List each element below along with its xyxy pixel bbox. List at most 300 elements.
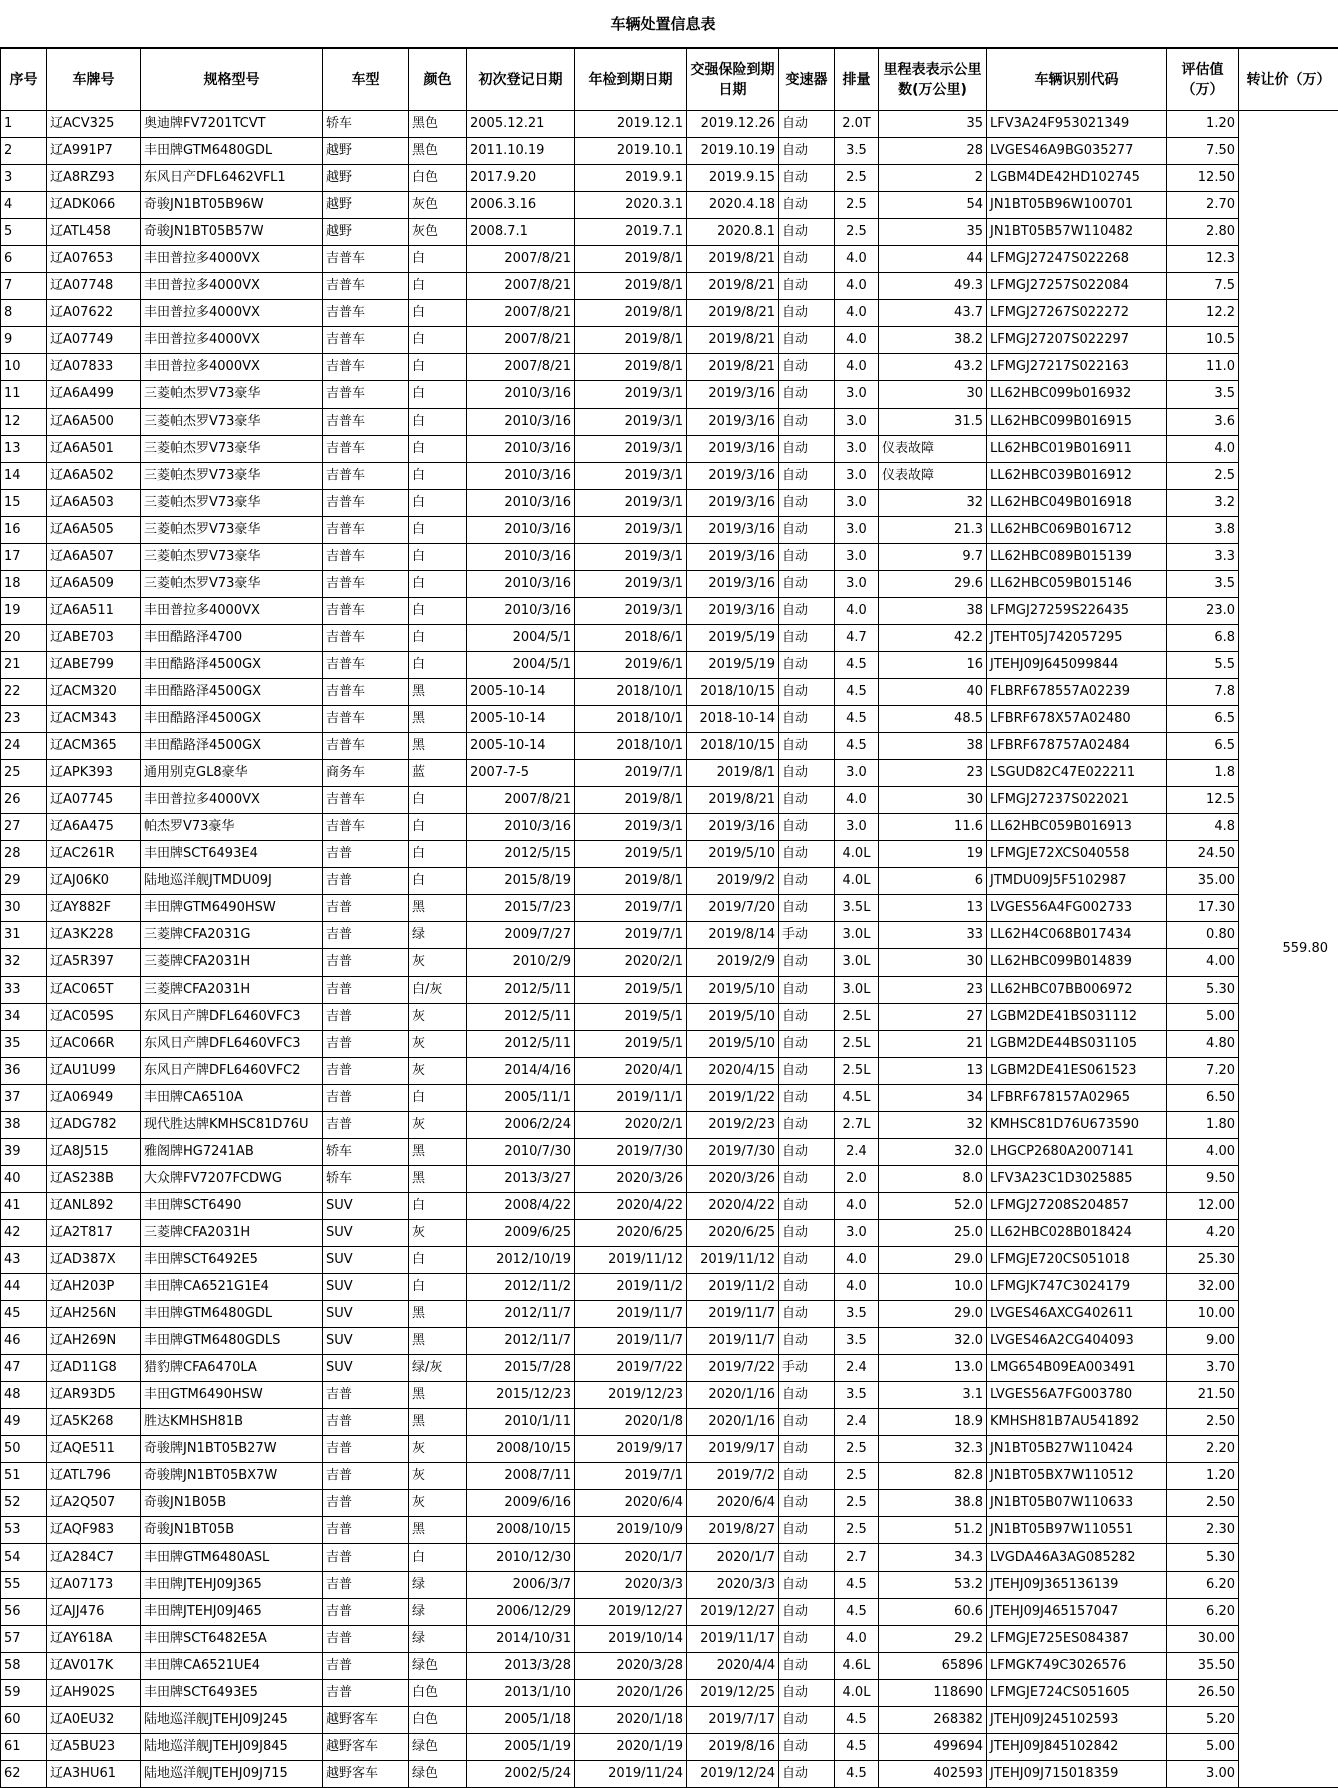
cell-transmission[interactable]: 自动: [779, 1409, 835, 1436]
cell-plate[interactable]: 辽A6A507: [47, 543, 141, 570]
cell-mileage[interactable]: 38: [879, 733, 987, 760]
cell-inspection-due[interactable]: 2020/4/22: [575, 1192, 687, 1219]
cell-inspection-due[interactable]: 2020.3.1: [575, 192, 687, 219]
cell-type[interactable]: 吉普车: [323, 300, 409, 327]
cell-valuation[interactable]: 5.00: [1167, 1733, 1239, 1760]
cell-insurance-due[interactable]: 2019/3/16: [687, 597, 779, 624]
cell-mileage[interactable]: 29.0: [879, 1246, 987, 1273]
cell-displacement[interactable]: 4.5: [835, 1571, 879, 1598]
cell-displacement[interactable]: 3.0: [835, 408, 879, 435]
cell-insurance-due[interactable]: 2019/3/16: [687, 408, 779, 435]
cell-transmission[interactable]: 自动: [779, 1382, 835, 1409]
cell-color[interactable]: 灰: [409, 949, 467, 976]
cell-index[interactable]: 17: [1, 543, 47, 570]
cell-mileage[interactable]: 38.2: [879, 327, 987, 354]
cell-displacement[interactable]: 4.0: [835, 787, 879, 814]
cell-transmission[interactable]: 自动: [779, 1544, 835, 1571]
cell-insurance-due[interactable]: 2019/3/16: [687, 435, 779, 462]
cell-model[interactable]: 三菱帕杰罗V73豪华: [141, 408, 323, 435]
cell-mileage[interactable]: 19: [879, 841, 987, 868]
cell-mileage[interactable]: 32: [879, 1111, 987, 1138]
cell-displacement[interactable]: 2.0: [835, 1165, 879, 1192]
cell-displacement[interactable]: 2.5L: [835, 1057, 879, 1084]
cell-color[interactable]: 白: [409, 489, 467, 516]
cell-first-registration[interactable]: 2008/7/11: [467, 1463, 575, 1490]
cell-plate[interactable]: 辽A07173: [47, 1571, 141, 1598]
cell-inspection-due[interactable]: 2020/1/18: [575, 1706, 687, 1733]
cell-vin[interactable]: JTEHJ09J465157047: [987, 1598, 1167, 1625]
cell-inspection-due[interactable]: 2019/5/1: [575, 976, 687, 1003]
cell-transmission[interactable]: 自动: [779, 219, 835, 246]
cell-valuation[interactable]: 7.50: [1167, 138, 1239, 165]
cell-index[interactable]: 32: [1, 949, 47, 976]
cell-first-registration[interactable]: 2008.7.1: [467, 219, 575, 246]
cell-inspection-due[interactable]: 2019/7/1: [575, 1463, 687, 1490]
cell-insurance-due[interactable]: 2019/8/21: [687, 300, 779, 327]
cell-color[interactable]: 白: [409, 408, 467, 435]
cell-color[interactable]: 白: [409, 1544, 467, 1571]
cell-model[interactable]: 丰田牌GTM6480ASL: [141, 1544, 323, 1571]
cell-valuation[interactable]: 6.8: [1167, 624, 1239, 651]
cell-transmission[interactable]: 自动: [779, 1165, 835, 1192]
cell-plate[interactable]: 辽A07833: [47, 354, 141, 381]
cell-valuation[interactable]: 3.70: [1167, 1355, 1239, 1382]
cell-transmission[interactable]: 自动: [779, 435, 835, 462]
cell-color[interactable]: 灰: [409, 1219, 467, 1246]
cell-inspection-due[interactable]: 2020/6/4: [575, 1490, 687, 1517]
cell-model[interactable]: 三菱牌CFA2031H: [141, 1219, 323, 1246]
cell-inspection-due[interactable]: 2019.10.1: [575, 138, 687, 165]
cell-index[interactable]: 21: [1, 651, 47, 678]
cell-plate[interactable]: 辽AV017K: [47, 1652, 141, 1679]
cell-model[interactable]: 丰田酷路泽4500GX: [141, 706, 323, 733]
cell-valuation[interactable]: 4.80: [1167, 1030, 1239, 1057]
cell-vin[interactable]: LFMGJ27257S022084: [987, 273, 1167, 300]
cell-plate[interactable]: 辽A2T817: [47, 1219, 141, 1246]
cell-mileage[interactable]: 38.8: [879, 1490, 987, 1517]
cell-index[interactable]: 34: [1, 1003, 47, 1030]
cell-first-registration[interactable]: 2014/4/16: [467, 1057, 575, 1084]
cell-inspection-due[interactable]: 2019/10/14: [575, 1625, 687, 1652]
cell-first-registration[interactable]: 2007/8/21: [467, 246, 575, 273]
cell-index[interactable]: 31: [1, 922, 47, 949]
cell-plate[interactable]: 辽AY618A: [47, 1625, 141, 1652]
cell-insurance-due[interactable]: 2019/12/25: [687, 1679, 779, 1706]
cell-inspection-due[interactable]: 2019/3/1: [575, 570, 687, 597]
cell-valuation[interactable]: 9.00: [1167, 1328, 1239, 1355]
cell-first-registration[interactable]: 2004/5/1: [467, 651, 575, 678]
cell-model[interactable]: 奇骏牌JN1BT05B27W: [141, 1436, 323, 1463]
cell-vin[interactable]: LFBRF678757A02484: [987, 733, 1167, 760]
cell-plate[interactable]: 辽A0EU32: [47, 1706, 141, 1733]
cell-valuation[interactable]: 6.5: [1167, 733, 1239, 760]
cell-type[interactable]: 吉普车: [323, 543, 409, 570]
cell-color[interactable]: 绿色: [409, 1652, 467, 1679]
cell-model[interactable]: 丰田牌GTM6480GDL: [141, 1301, 323, 1328]
cell-vin[interactable]: LVGES56A7FG003780: [987, 1382, 1167, 1409]
cell-insurance-due[interactable]: 2018/10/15: [687, 678, 779, 705]
cell-color[interactable]: 灰: [409, 1436, 467, 1463]
cell-transmission[interactable]: 自动: [779, 1733, 835, 1760]
cell-model[interactable]: 胜达KMHSH81B: [141, 1409, 323, 1436]
cell-plate[interactable]: 辽A6A503: [47, 489, 141, 516]
cell-color[interactable]: 黑: [409, 706, 467, 733]
cell-displacement[interactable]: 3.0: [835, 760, 879, 787]
cell-first-registration[interactable]: 2010/7/30: [467, 1138, 575, 1165]
cell-valuation[interactable]: 23.0: [1167, 597, 1239, 624]
cell-color[interactable]: 绿: [409, 1625, 467, 1652]
cell-insurance-due[interactable]: 2019.12.26: [687, 111, 779, 138]
cell-index[interactable]: 48: [1, 1382, 47, 1409]
cell-model[interactable]: 三菱帕杰罗V73豪华: [141, 381, 323, 408]
cell-first-registration[interactable]: 2008/10/15: [467, 1517, 575, 1544]
cell-first-registration[interactable]: 2010/3/16: [467, 381, 575, 408]
cell-displacement[interactable]: 4.0: [835, 1625, 879, 1652]
cell-mileage[interactable]: 3.1: [879, 1382, 987, 1409]
cell-mileage[interactable]: 11.6: [879, 814, 987, 841]
cell-first-registration[interactable]: 2011.10.19: [467, 138, 575, 165]
cell-type[interactable]: 吉普车: [323, 733, 409, 760]
cell-color[interactable]: 黑: [409, 1165, 467, 1192]
cell-vin[interactable]: LFMGJ27217S022163: [987, 354, 1167, 381]
cell-type[interactable]: 越野客车: [323, 1760, 409, 1787]
cell-first-registration[interactable]: 2005.12.21: [467, 111, 575, 138]
cell-index[interactable]: 2: [1, 138, 47, 165]
cell-vin[interactable]: LSGUD82C47E022211: [987, 760, 1167, 787]
cell-vin[interactable]: LFBRF678X57A02480: [987, 706, 1167, 733]
cell-index[interactable]: 47: [1, 1355, 47, 1382]
cell-displacement[interactable]: 4.0: [835, 273, 879, 300]
cell-plate[interactable]: 辽A8RZ93: [47, 165, 141, 192]
cell-model[interactable]: 丰田牌SCT6493E5: [141, 1679, 323, 1706]
cell-color[interactable]: 白: [409, 246, 467, 273]
cell-valuation[interactable]: 30.00: [1167, 1625, 1239, 1652]
cell-valuation[interactable]: 12.00: [1167, 1192, 1239, 1219]
cell-transmission[interactable]: 自动: [779, 597, 835, 624]
cell-mileage[interactable]: 21.3: [879, 516, 987, 543]
cell-vin[interactable]: LGBM2DE44BS031105: [987, 1030, 1167, 1057]
cell-first-registration[interactable]: 2002/5/24: [467, 1760, 575, 1787]
cell-color[interactable]: 白色: [409, 1679, 467, 1706]
cell-model[interactable]: 奇骏JN1BT05B57W: [141, 219, 323, 246]
cell-plate[interactable]: 辽A07749: [47, 327, 141, 354]
cell-first-registration[interactable]: 2006/12/29: [467, 1598, 575, 1625]
cell-plate[interactable]: 辽A6A475: [47, 814, 141, 841]
cell-transmission[interactable]: 自动: [779, 1760, 835, 1787]
cell-first-registration[interactable]: 2007/8/21: [467, 354, 575, 381]
cell-plate[interactable]: 辽ACV325: [47, 111, 141, 138]
cell-color[interactable]: 黑色: [409, 111, 467, 138]
cell-mileage[interactable]: 13: [879, 1057, 987, 1084]
cell-valuation[interactable]: 12.2: [1167, 300, 1239, 327]
cell-type[interactable]: 商务车: [323, 760, 409, 787]
cell-first-registration[interactable]: 2014/10/31: [467, 1625, 575, 1652]
cell-mileage[interactable]: 51.2: [879, 1517, 987, 1544]
cell-model[interactable]: 丰田普拉多4000VX: [141, 246, 323, 273]
cell-mileage[interactable]: 34.3: [879, 1544, 987, 1571]
cell-insurance-due[interactable]: 2019/2/9: [687, 949, 779, 976]
cell-mileage[interactable]: 38: [879, 597, 987, 624]
cell-first-registration[interactable]: 2006/2/24: [467, 1111, 575, 1138]
cell-valuation[interactable]: 2.20: [1167, 1436, 1239, 1463]
cell-type[interactable]: 吉普: [323, 1409, 409, 1436]
cell-index[interactable]: 35: [1, 1030, 47, 1057]
cell-plate[interactable]: 辽APK393: [47, 760, 141, 787]
cell-first-registration[interactable]: 2015/7/28: [467, 1355, 575, 1382]
cell-inspection-due[interactable]: 2019/10/9: [575, 1517, 687, 1544]
cell-valuation[interactable]: 2.50: [1167, 1409, 1239, 1436]
cell-color[interactable]: 白: [409, 1084, 467, 1111]
cell-color[interactable]: 绿色: [409, 1760, 467, 1787]
cell-valuation[interactable]: 5.30: [1167, 1544, 1239, 1571]
cell-valuation[interactable]: 25.30: [1167, 1246, 1239, 1273]
cell-type[interactable]: SUV: [323, 1355, 409, 1382]
cell-insurance-due[interactable]: 2018/10/15: [687, 733, 779, 760]
cell-transmission[interactable]: 自动: [779, 1219, 835, 1246]
col-header-type[interactable]: 车型: [323, 49, 409, 111]
cell-index[interactable]: 18: [1, 570, 47, 597]
cell-model[interactable]: 猎豹牌CFA6470LA: [141, 1355, 323, 1382]
cell-displacement[interactable]: 4.7: [835, 624, 879, 651]
cell-type[interactable]: 吉普: [323, 1057, 409, 1084]
cell-plate[interactable]: 辽A6A511: [47, 597, 141, 624]
cell-transmission[interactable]: 自动: [779, 327, 835, 354]
cell-mileage[interactable]: 268382: [879, 1706, 987, 1733]
cell-insurance-due[interactable]: 2019/3/16: [687, 489, 779, 516]
col-header-color[interactable]: 颜色: [409, 49, 467, 111]
cell-transmission[interactable]: 自动: [779, 706, 835, 733]
cell-type[interactable]: 吉普车: [323, 381, 409, 408]
cell-mileage[interactable]: 43.2: [879, 354, 987, 381]
cell-displacement[interactable]: 2.7L: [835, 1111, 879, 1138]
cell-index[interactable]: 54: [1, 1544, 47, 1571]
cell-model[interactable]: 丰田牌JTEHJ09J465: [141, 1598, 323, 1625]
cell-displacement[interactable]: 2.5: [835, 1517, 879, 1544]
cell-index[interactable]: 4: [1, 192, 47, 219]
cell-mileage[interactable]: 499694: [879, 1733, 987, 1760]
cell-plate[interactable]: 辽ACM320: [47, 678, 141, 705]
cell-first-registration[interactable]: 2005-10-14: [467, 706, 575, 733]
cell-mileage[interactable]: 30: [879, 949, 987, 976]
cell-inspection-due[interactable]: 2019/3/1: [575, 381, 687, 408]
cell-vin[interactable]: LVGES46A9BG035277: [987, 138, 1167, 165]
cell-plate[interactable]: 辽A6A505: [47, 516, 141, 543]
cell-type[interactable]: 吉普车: [323, 651, 409, 678]
cell-type[interactable]: 吉普: [323, 1084, 409, 1111]
cell-model[interactable]: 三菱帕杰罗V73豪华: [141, 435, 323, 462]
cell-index[interactable]: 45: [1, 1301, 47, 1328]
cell-vin[interactable]: LFBRF678157A02965: [987, 1084, 1167, 1111]
cell-inspection-due[interactable]: 2019/8/1: [575, 868, 687, 895]
col-header-transmission[interactable]: 变速器: [779, 49, 835, 111]
cell-insurance-due[interactable]: 2019/11/12: [687, 1246, 779, 1273]
cell-plate[interactable]: 辽AQF983: [47, 1517, 141, 1544]
cell-vin[interactable]: LFMGJ27237S022021: [987, 787, 1167, 814]
cell-inspection-due[interactable]: 2019/3/1: [575, 408, 687, 435]
cell-vin[interactable]: LL62HBC059B016913: [987, 814, 1167, 841]
cell-model[interactable]: 丰田普拉多4000VX: [141, 327, 323, 354]
cell-type[interactable]: 吉普车: [323, 706, 409, 733]
cell-inspection-due[interactable]: 2019/8/1: [575, 327, 687, 354]
cell-transmission[interactable]: 自动: [779, 381, 835, 408]
cell-type[interactable]: 吉普车: [323, 597, 409, 624]
cell-index[interactable]: 22: [1, 678, 47, 705]
cell-valuation[interactable]: 6.20: [1167, 1598, 1239, 1625]
cell-color[interactable]: 黑: [409, 1328, 467, 1355]
cell-mileage[interactable]: 52.0: [879, 1192, 987, 1219]
cell-transmission[interactable]: 自动: [779, 733, 835, 760]
cell-mileage[interactable]: 32.3: [879, 1436, 987, 1463]
cell-plate[interactable]: 辽AH256N: [47, 1301, 141, 1328]
cell-mileage[interactable]: 仪表故障: [879, 462, 987, 489]
cell-first-registration[interactable]: 2010/3/16: [467, 597, 575, 624]
cell-valuation[interactable]: 24.50: [1167, 841, 1239, 868]
cell-first-registration[interactable]: 2007/8/21: [467, 273, 575, 300]
cell-vin[interactable]: LL62HBC049B016918: [987, 489, 1167, 516]
cell-type[interactable]: 吉普车: [323, 624, 409, 651]
cell-vin[interactable]: LL62HBC099b016932: [987, 381, 1167, 408]
cell-plate[interactable]: 辽AH203P: [47, 1274, 141, 1301]
cell-first-registration[interactable]: 2010/3/16: [467, 489, 575, 516]
cell-vin[interactable]: JN1BT05B07W110633: [987, 1490, 1167, 1517]
cell-insurance-due[interactable]: 2020/1/16: [687, 1409, 779, 1436]
cell-color[interactable]: 绿: [409, 1571, 467, 1598]
cell-plate[interactable]: 辽A6A502: [47, 462, 141, 489]
cell-model[interactable]: 通用别克GL8豪华: [141, 760, 323, 787]
cell-index[interactable]: 51: [1, 1463, 47, 1490]
cell-type[interactable]: 吉普车: [323, 678, 409, 705]
cell-first-registration[interactable]: 2007/8/21: [467, 300, 575, 327]
cell-type[interactable]: 吉普: [323, 1517, 409, 1544]
cell-type[interactable]: SUV: [323, 1328, 409, 1355]
cell-color[interactable]: 灰: [409, 1463, 467, 1490]
cell-inspection-due[interactable]: 2019/3/1: [575, 516, 687, 543]
cell-type[interactable]: 吉普: [323, 1571, 409, 1598]
cell-displacement[interactable]: 4.0L: [835, 841, 879, 868]
cell-valuation[interactable]: 32.00: [1167, 1274, 1239, 1301]
cell-first-registration[interactable]: 2009/7/27: [467, 922, 575, 949]
cell-vin[interactable]: LVGES56A4FG002733: [987, 895, 1167, 922]
cell-index[interactable]: 12: [1, 408, 47, 435]
cell-vin[interactable]: LFMGJ27259S226435: [987, 597, 1167, 624]
cell-plate[interactable]: 辽ADK066: [47, 192, 141, 219]
cell-index[interactable]: 39: [1, 1138, 47, 1165]
cell-mileage[interactable]: 40: [879, 678, 987, 705]
cell-insurance-due[interactable]: 2019/9/17: [687, 1436, 779, 1463]
cell-plate[interactable]: 辽A06949: [47, 1084, 141, 1111]
cell-first-registration[interactable]: 2017.9.20: [467, 165, 575, 192]
cell-type[interactable]: 轿车: [323, 1165, 409, 1192]
cell-plate[interactable]: 辽AC065T: [47, 976, 141, 1003]
cell-vin[interactable]: JN1BT05B57W110482: [987, 219, 1167, 246]
cell-inspection-due[interactable]: 2019/11/12: [575, 1246, 687, 1273]
cell-insurance-due[interactable]: 2019/8/21: [687, 787, 779, 814]
cell-inspection-due[interactable]: 2019/7/1: [575, 760, 687, 787]
cell-first-registration[interactable]: 2013/3/27: [467, 1165, 575, 1192]
cell-index[interactable]: 10: [1, 354, 47, 381]
cell-insurance-due[interactable]: 2019/7/2: [687, 1463, 779, 1490]
cell-model[interactable]: 东风日产牌DFL6460VFC3: [141, 1030, 323, 1057]
cell-model[interactable]: 东风日产DFL6462VFL1: [141, 165, 323, 192]
cell-insurance-due[interactable]: 2019/2/23: [687, 1111, 779, 1138]
cell-plate[interactable]: 辽A6A509: [47, 570, 141, 597]
cell-displacement[interactable]: 2.4: [835, 1409, 879, 1436]
cell-index[interactable]: 16: [1, 516, 47, 543]
cell-transmission[interactable]: 自动: [779, 787, 835, 814]
cell-first-registration[interactable]: 2012/5/15: [467, 841, 575, 868]
sheet-title-row[interactable]: [0, 0, 1338, 48]
cell-model[interactable]: 三菱帕杰罗V73豪华: [141, 570, 323, 597]
cell-plate[interactable]: 辽A6A501: [47, 435, 141, 462]
cell-mileage[interactable]: 8.0: [879, 1165, 987, 1192]
cell-displacement[interactable]: 3.0: [835, 814, 879, 841]
cell-vin[interactable]: LL62HBC069B016712: [987, 516, 1167, 543]
cell-first-registration[interactable]: 2010/2/9: [467, 949, 575, 976]
cell-mileage[interactable]: 28: [879, 138, 987, 165]
cell-index[interactable]: 42: [1, 1219, 47, 1246]
cell-displacement[interactable]: 4.5: [835, 678, 879, 705]
cell-displacement[interactable]: 2.5: [835, 192, 879, 219]
cell-first-registration[interactable]: 2006/3/7: [467, 1571, 575, 1598]
cell-displacement[interactable]: 4.0: [835, 1246, 879, 1273]
cell-vin[interactable]: JTEHJ09J845102842: [987, 1733, 1167, 1760]
cell-model[interactable]: 丰田牌CA6510A: [141, 1084, 323, 1111]
cell-mileage[interactable]: 30: [879, 381, 987, 408]
cell-model[interactable]: 现代胜达牌KMHSC81D76U: [141, 1111, 323, 1138]
cell-first-registration[interactable]: 2012/5/11: [467, 976, 575, 1003]
cell-transmission[interactable]: 自动: [779, 949, 835, 976]
cell-valuation[interactable]: 7.5: [1167, 273, 1239, 300]
cell-valuation[interactable]: 7.8: [1167, 678, 1239, 705]
cell-model[interactable]: 三菱牌CFA2031H: [141, 949, 323, 976]
cell-valuation[interactable]: 10.00: [1167, 1301, 1239, 1328]
cell-inspection-due[interactable]: 2019/3/1: [575, 814, 687, 841]
cell-color[interactable]: 白: [409, 327, 467, 354]
cell-type[interactable]: 吉普: [323, 1111, 409, 1138]
cell-transmission[interactable]: 自动: [779, 1436, 835, 1463]
cell-inspection-due[interactable]: 2020/3/3: [575, 1571, 687, 1598]
cell-inspection-due[interactable]: 2020/1/19: [575, 1733, 687, 1760]
cell-insurance-due[interactable]: 2020/6/4: [687, 1490, 779, 1517]
cell-inspection-due[interactable]: 2020/2/1: [575, 949, 687, 976]
cell-mileage[interactable]: 23: [879, 976, 987, 1003]
cell-first-registration[interactable]: 2015/12/23: [467, 1382, 575, 1409]
cell-plate[interactable]: 辽AH902S: [47, 1679, 141, 1706]
cell-index[interactable]: 60: [1, 1706, 47, 1733]
cell-index[interactable]: 6: [1, 246, 47, 273]
cell-insurance-due[interactable]: 2019/3/16: [687, 462, 779, 489]
cell-displacement[interactable]: 4.0: [835, 246, 879, 273]
col-header-index[interactable]: 序号: [1, 49, 47, 111]
cell-valuation[interactable]: 5.30: [1167, 976, 1239, 1003]
cell-valuation[interactable]: 7.20: [1167, 1057, 1239, 1084]
cell-transmission[interactable]: 自动: [779, 1246, 835, 1273]
cell-color[interactable]: 白色: [409, 1706, 467, 1733]
cell-transmission[interactable]: 自动: [779, 651, 835, 678]
cell-index[interactable]: 36: [1, 1057, 47, 1084]
cell-insurance-due[interactable]: 2019.9.15: [687, 165, 779, 192]
cell-vin[interactable]: LVGES46A2CG404093: [987, 1328, 1167, 1355]
cell-model[interactable]: 丰田酷路泽4500GX: [141, 733, 323, 760]
cell-model[interactable]: 丰田牌SCT6482E5A: [141, 1625, 323, 1652]
cell-insurance-due[interactable]: 2020.4.18: [687, 192, 779, 219]
cell-inspection-due[interactable]: 2018/10/1: [575, 733, 687, 760]
cell-mileage[interactable]: 65896: [879, 1652, 987, 1679]
cell-index[interactable]: 58: [1, 1652, 47, 1679]
cell-vin[interactable]: LVGES46AXCG402611: [987, 1301, 1167, 1328]
cell-valuation[interactable]: 2.70: [1167, 192, 1239, 219]
cell-vin[interactable]: LGBM2DE41BS031112: [987, 1003, 1167, 1030]
